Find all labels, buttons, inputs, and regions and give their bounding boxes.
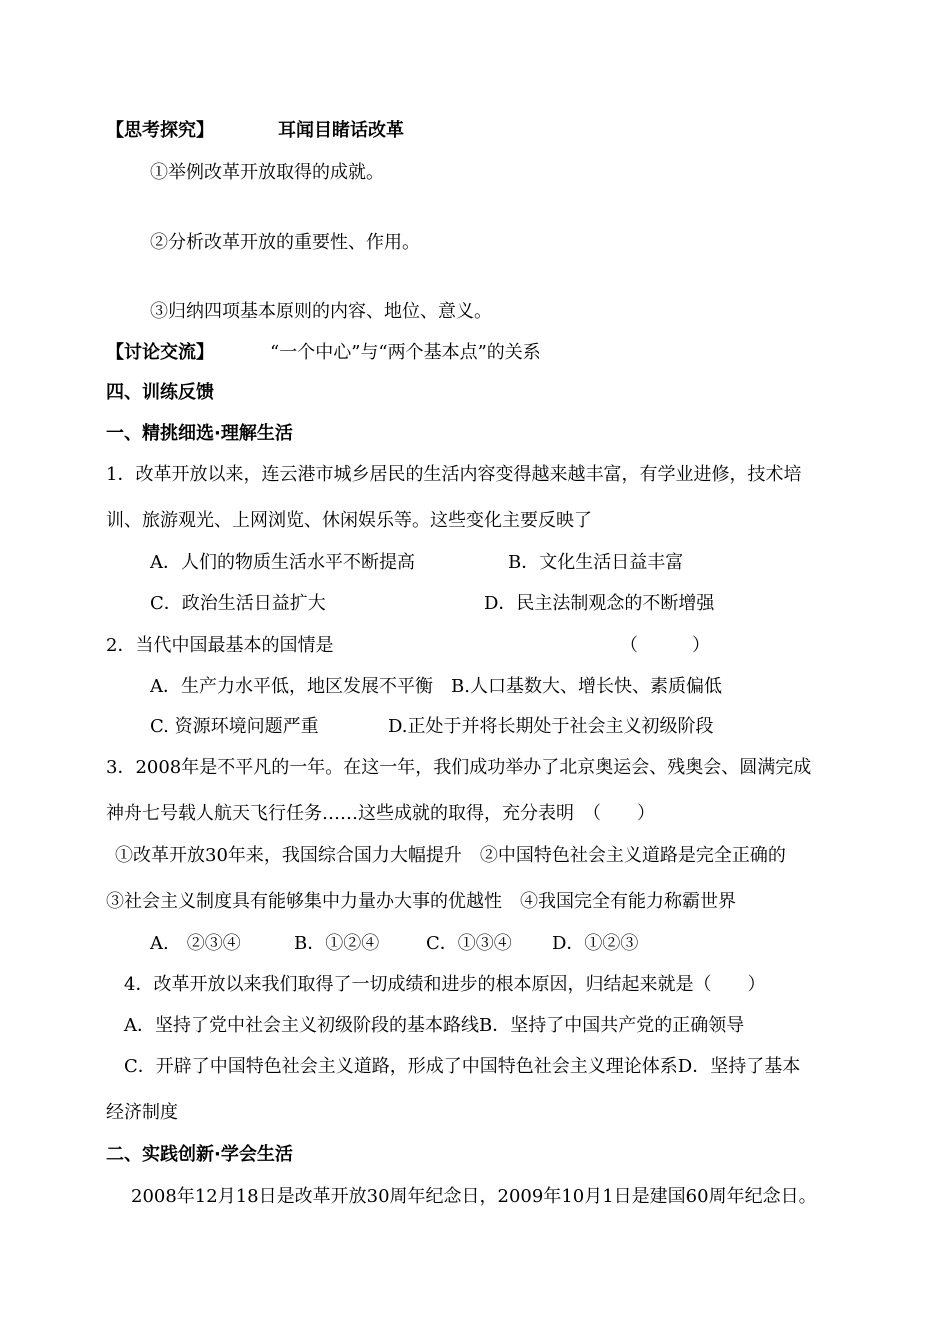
q2-option-c: C. 资源环境问题严重 (150, 716, 319, 737)
q3-option-a: A. ②③④ (150, 933, 241, 954)
part1-title: 一、精挑细选·理解生活 (106, 423, 293, 444)
q3-line4: ③社会主义制度具有能够集中力量办大事的优越性 ④我国完全有能力称霸世界 (106, 891, 736, 912)
think-item-3: ③归纳四项基本原则的内容、地位、意义。 (150, 301, 492, 322)
q4-options-ab: A．坚持了党中社会主义初级阶段的基本路线B．坚持了中国共产党的正确领导 (124, 1015, 745, 1036)
q1-option-a: A．人们的物质生活水平不断提高 (150, 552, 415, 573)
think-item-1: ①举例改革开放取得的成就。 (150, 162, 384, 183)
discuss-topic: “一个中心”与“两个基本点”的关系 (270, 342, 541, 363)
think-heading: 【思考探究】 (106, 120, 214, 141)
q4-stem: 4．改革开放以来我们取得了一切成绩和进步的根本原因，归结起来就是（ ） (124, 974, 766, 995)
q1-line2: 训、旅游观光、上网浏览、休闲娱乐等。这些变化主要反映了 (106, 510, 592, 531)
q4-options-cd: C．开辟了中国特色社会主义道路，形成了中国特色社会主义理论体系D．坚持了基本 (124, 1056, 801, 1077)
section4-title: 四、训练反馈 (106, 382, 214, 403)
q3-option-c: C．①③④ (426, 933, 512, 954)
q2-option-d: D.正处于并将长期处于社会主义初级阶段 (388, 716, 714, 737)
q3-option-d: D．①②③ (552, 933, 639, 954)
q4-options-cd-cont: 经济制度 (106, 1102, 178, 1123)
q1-option-c: C．政治生活日益扩大 (150, 593, 326, 614)
q1-line1: 1．改革开放以来，连云港市城乡居民的生活内容变得越来越丰富，有学业进修，技术培 (106, 464, 802, 485)
q1-option-d: D．民主法制观念的不断增强 (484, 593, 715, 614)
part2-text: 2008年12月18日是改革开放30周年纪念日，2009年10月1日是建国60周年纪念日。 (131, 1186, 817, 1207)
q3-line1: 3．2008年是不平凡的一年。在这一年，我们成功举办了北京奥运会、残奥会、圆满完成 (106, 757, 812, 778)
think-topic: 耳闻目睹话改革 (278, 120, 404, 141)
q1-option-b: B．文化生活日益丰富 (508, 552, 684, 573)
think-item-2: ②分析改革开放的重要性、作用。 (150, 232, 420, 253)
q2-options-ab: A．生产力水平低，地区发展不平衡 B.人口基数大、增长快、素质偏低 (150, 676, 722, 697)
q3-line2: 神舟七号载人航天飞行任务……这些成就的取得，充分表明 （ ） (106, 803, 655, 824)
q2-paren: （ ） (620, 635, 710, 656)
discuss-heading: 【讨论交流】 (106, 342, 214, 363)
q3-line3: ①改革开放30年来，我国综合国力大幅提升 ②中国特色社会主义道路是完全正确的 (115, 845, 786, 866)
q3-option-b: B．①②④ (294, 933, 380, 954)
part2-title: 二、实践创新·学会生活 (106, 1144, 293, 1165)
q2-stem: 2．当代中国最基本的国情是 (106, 635, 334, 656)
